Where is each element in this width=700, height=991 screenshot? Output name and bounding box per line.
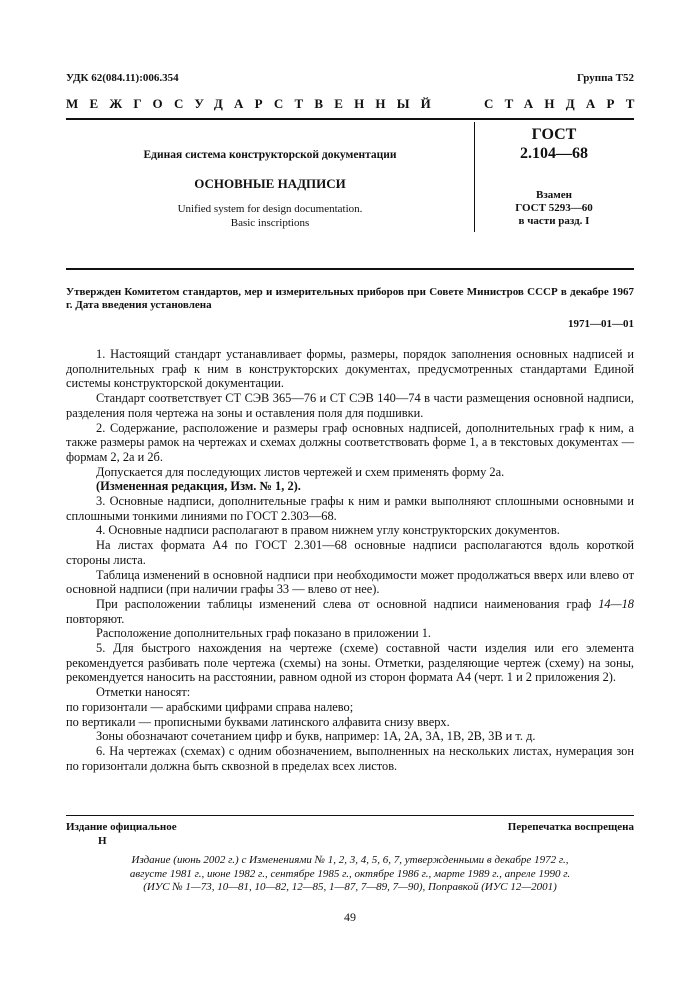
paragraph-15: по вертикали — прописными буквами латинского алфавита снизу вверх.: [66, 714, 450, 729]
paragraph-16: Зоны обозначают сочетанием цифр и букв, например: 1А, 2А, 3А, 1В, 2В, 3В и т. д.: [96, 729, 536, 744]
replaces-scope: в части разд. I: [518, 215, 590, 227]
paragraph-13: Отметки наносят:: [96, 685, 191, 700]
official-edition-label: Издание официальное: [66, 821, 177, 833]
standard-type-left: МЕЖГОСУДАРСТВЕННЫЙ: [66, 96, 442, 111]
paragraph-12: 5. Для быстрого нахождения на чертеже (схеме) составной части изделия или его элемента рекомендуется разбивать поле чертежа (схемы) на зоны. Отметки, разделяющие чертеж (схему) на зоны, рекомендуется наносить на расстоянии, равном одной из сторон формата А4 (черт. 1 и 2 приложения 2).: [66, 641, 634, 685]
amendment-note: (Измененная редакция, Изм. № 1, 2).: [96, 479, 301, 494]
paragraph-2: Стандарт соответствует СТ СЭВ 365—76 и СТ СЭВ 140—74 в части размещения основной надписи, разделения поля чертежа на зоны и оставления поля для подшивки.: [66, 391, 634, 420]
header-divider: [66, 118, 634, 120]
paragraph-10: [66, 597, 634, 626]
effective-date: 1971—01—01: [568, 318, 634, 330]
paragraph-8: На листах формата А4 по ГОСТ 2.301—68 основные надписи располагаются вдоль короткой стороны листа.: [66, 538, 634, 567]
gost-label: ГОСТ: [531, 126, 577, 143]
document-title: ОСНОВНЫЕ НАДПИСИ: [194, 176, 346, 191]
paragraph-17: 6. На чертежах (схемах) с одним обозначением, выполненных на нескольких листах, нумерация зон по горизонтали должна быть сквозной в пределах всех листов.: [66, 743, 634, 773]
gost-number: 2.104—68: [520, 145, 588, 162]
paragraph-6: 3. Основные надписи, дополнительные графы к ним и рамки выполняют сплошными основными и сплошными тонкими линиями по ГОСТ 2.303—68.: [66, 494, 634, 523]
replaces-label: Взамен: [536, 189, 572, 201]
approval-divider: [66, 268, 634, 270]
paragraph-1: 1. Настоящий стандарт устанавливает формы, размеры, порядок заполнения основных надписей и дополнительных граф к ним в конструкторских документах, предусмотренных стандартами Единой системы конструкторской документации.: [66, 347, 634, 391]
paragraph-10-text-a: При расположении таблицы изменений слева от основной надписи наименования граф: [96, 596, 599, 611]
edition-line-3: (ИУС № 1—73, 10—81, 10—82, 12—85, 1—87, 7—89, 7—90), Поправкой (ИУС 12—2001): [143, 881, 557, 894]
english-title-line1: Unified system for design documentation.: [177, 203, 363, 215]
system-title: Единая система конструкторской документации: [143, 149, 397, 161]
paragraph-10-columns: 14—18: [598, 596, 634, 611]
paragraph-14: по горизонтали — арабскими цифрами справа налево;: [66, 699, 354, 714]
group-code: Группа Т52: [576, 72, 634, 84]
edition-line-1: Издание (июнь 2002 г.) с Изменениями № 1, 2, 3, 4, 5, 6, 7, утвержденными в декабре 1972 г.,: [131, 854, 569, 866]
edition-line-2: августе 1981 г., июне 1982 г., сентябре 1985 г., октябре 1986 г., марте 1989 г., апреле 1990 г.: [129, 867, 571, 880]
replaces-block: [474, 189, 634, 228]
reprint-notice: Перепечатка воспрещена: [507, 821, 634, 833]
paragraph-11: Расположение дополнительных граф показано в приложении 1.: [96, 626, 432, 641]
page-number: 49: [344, 910, 356, 924]
replaces-standard: ГОСТ 5293—60: [515, 202, 593, 214]
edition-note: [100, 854, 600, 895]
paragraph-9: Таблица изменений в основной надписи при необходимости может продолжаться вверх или влево от основной надписи (при наличии графы 33 — влево от нее).: [66, 567, 634, 597]
paragraph-7: 4. Основные надписи располагают в правом нижнем углу конструкторских документов.: [96, 523, 560, 538]
standard-body: [66, 347, 634, 773]
footer-divider: [66, 815, 634, 816]
english-title: [66, 202, 474, 230]
paragraph-3: 2. Содержание, расположение и размеры граф основных надписей, дополнительных граф к ним, а также размеры рамок на чертежах и схемах должны соответствовать форме 1, а в текстовых документах — формам 2, 2а и 2б.: [66, 420, 634, 464]
paragraph-4: Допускается для последующих листов чертежей и схем применять форму 2а.: [96, 464, 505, 479]
english-title-line2: Basic inscriptions: [230, 217, 310, 229]
approval-text: Утвержден Комитетом стандартов, мер и измерительных приборов при Совете Министров СССР в декабре 1967 г. Дата введения установлена: [66, 286, 634, 311]
standard-type-right: СТАНДАРТ: [484, 96, 646, 111]
udk-code: УДК 62(084.11):006.354: [66, 72, 179, 84]
gost-designation: [474, 125, 634, 163]
official-edition-mark: Н: [98, 835, 107, 847]
paragraph-10-text-c: повторяют.: [66, 611, 125, 626]
